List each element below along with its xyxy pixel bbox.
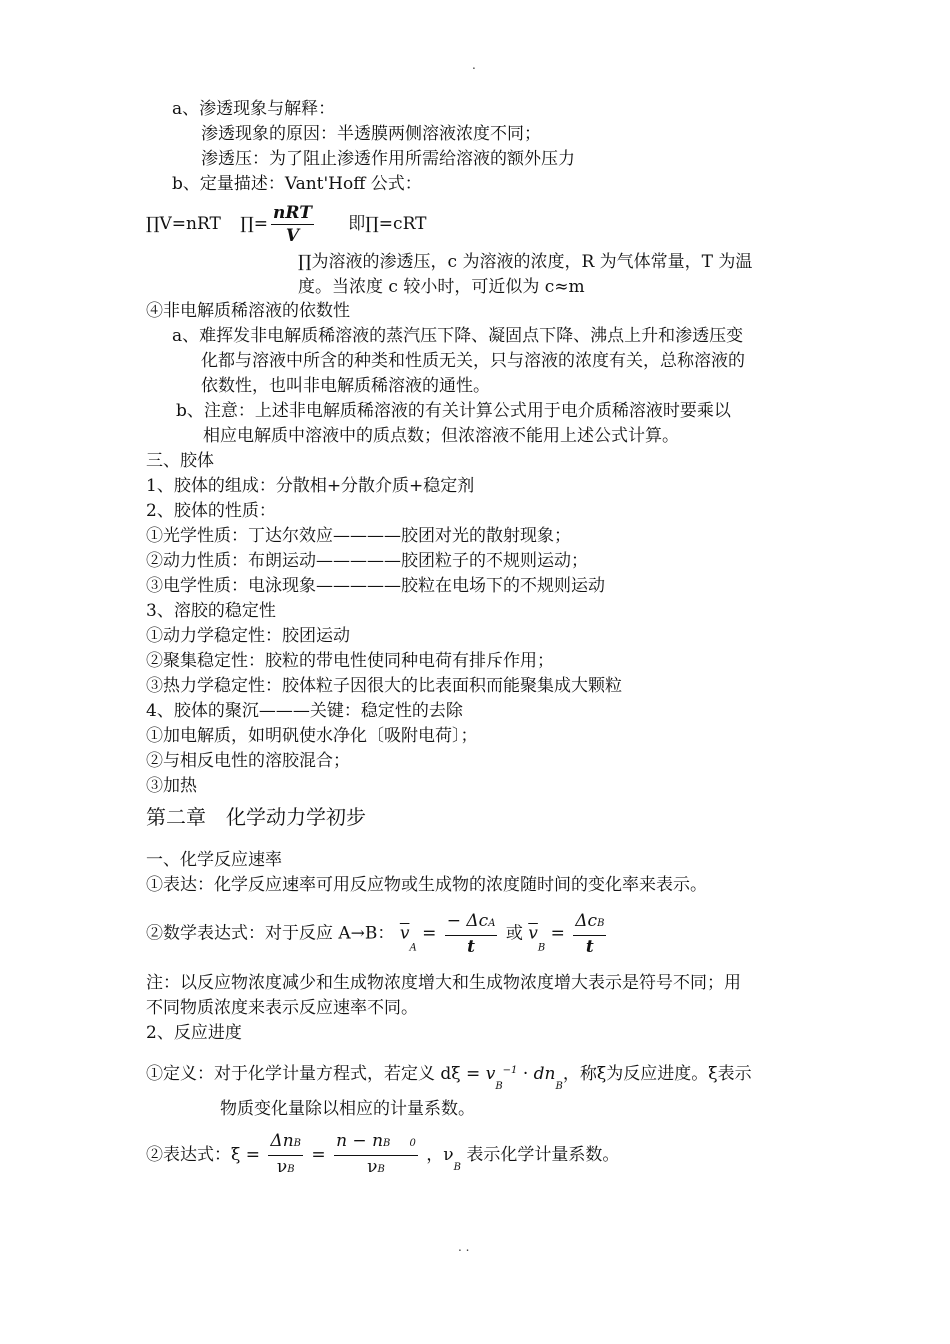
fraction <box>573 910 606 958</box>
formula-part: ∏V=nRT <box>146 214 221 234</box>
text-line: a、渗透现象与解释： <box>172 99 336 119</box>
subscript: A <box>409 942 417 954</box>
formula-definition <box>146 1060 752 1098</box>
text-line: ③加热 <box>146 776 197 796</box>
fraction-denominator: νB <box>276 1157 295 1177</box>
text-line: 化都与溶液中所含的种类和性质无关，只与溶液的浓度有关，总称溶液的 <box>201 351 745 371</box>
footer-mark: . . <box>458 1240 470 1254</box>
text-line: a、难挥发非电解质稀溶液的蒸汽压下降、凝固点下降、沸点上升和渗透压变 <box>172 326 744 346</box>
subscript: B <box>555 1081 563 1092</box>
text-line: ∏为溶液的渗透压，c 为溶液的浓度，R 为气体常量，T 为温 <box>298 252 753 272</box>
nu-symbol: v <box>485 1064 496 1084</box>
fraction-denominator: t <box>585 937 594 957</box>
formula-label: ②数学表达式：对于反应 A→B： <box>146 923 395 944</box>
formula-part: 即∏=cRT <box>348 214 427 234</box>
text-line: ①表达：化学反应速率可用反应物或生成物的浓度随时间的变化率来表示。 <box>146 875 707 895</box>
formula-part: ∏= <box>240 214 269 234</box>
text-line: 相应电解质中溶液中的质点数；但浓溶液不能用上述公式计算。 <box>203 426 679 446</box>
text-line: b、定量描述：Vant'Hoff 公式： <box>172 174 422 194</box>
equals-sign: = <box>422 923 437 944</box>
rate-symbol: $\overline{v}$ <box>528 923 538 944</box>
equals-sign: = <box>550 923 565 944</box>
subscript: B <box>495 1081 503 1092</box>
text-line: ④非电解质稀溶液的依数性 <box>146 301 350 321</box>
nu-symbol: ，ν <box>426 1145 454 1165</box>
rate-symbol: $\overline{v}$ <box>399 923 410 944</box>
fraction-denominator: V <box>285 226 300 246</box>
text-line: ③电学性质：电泳现象—————胶粒在电场下的不规则运动 <box>146 576 605 596</box>
formula-rate <box>146 910 609 972</box>
fraction-numerator: nRT <box>273 203 312 223</box>
section-heading: 2、反应进度 <box>146 1023 242 1043</box>
text-line: 渗透现象的原因：半透膜两侧溶液浓度不同； <box>201 124 541 144</box>
text-line: 注：以反应物浓度减少和生成物浓度增大和生成物浓度增大表示是符号不同；用 <box>146 973 741 993</box>
superscript: −1 <box>502 1065 518 1076</box>
text-line: ②聚集稳定性：胶粒的带电性使同种电荷有排斥作用； <box>146 651 554 671</box>
text-line: b、注意：上述非电解质稀溶液的有关计算公式用于电介质稀溶液时要乘以 <box>176 401 731 421</box>
formula-progress <box>146 1130 619 1193</box>
fraction <box>334 1130 418 1181</box>
fraction-numerator: − ΔcA <box>445 910 498 936</box>
text-line: 度。当浓度 c 较小时，可近似为 c≈m <box>298 277 585 297</box>
text-line: 2、胶体的性质： <box>146 501 276 521</box>
text-line: ①光学性质：丁达尔效应————胶团对光的散射现象； <box>146 526 571 546</box>
text-line: 4、胶体的聚沉———关键：稳定性的去除 <box>146 701 463 721</box>
text-line: 3、溶胶的稳定性 <box>146 601 276 621</box>
fraction <box>271 202 314 247</box>
chapter-title: 第二章 化学动力学初步 <box>146 805 366 829</box>
fraction-numerator: ΔnB <box>268 1130 303 1156</box>
dot-operator: · <box>517 1064 534 1084</box>
fraction <box>268 1130 303 1181</box>
text-line: ②动力性质：布朗运动—————胶团粒子的不规则运动； <box>146 551 588 571</box>
formula-tail: ，称ξ为反应进度。ξ表示 <box>562 1064 752 1084</box>
dn-symbol: dn <box>533 1064 556 1084</box>
subscript: B <box>453 1162 461 1173</box>
formula-vant-hoff <box>146 202 426 247</box>
section-heading: 一、化学反应速率 <box>146 850 282 870</box>
fraction <box>445 910 498 958</box>
fraction-numerator: n − nB 0 <box>334 1130 418 1156</box>
text-line: ①动力学稳定性：胶团运动 <box>146 626 350 646</box>
section-heading: 三、胶体 <box>146 451 214 471</box>
header-mark: . <box>472 58 476 72</box>
fraction-numerator: ΔcB <box>573 910 606 936</box>
formula-tail: 表示化学计量系数。 <box>460 1145 620 1165</box>
text-line: 物质变化量除以相应的计量系数。 <box>220 1099 475 1119</box>
text-line: ②与相反电性的溶胶混合； <box>146 751 350 771</box>
fraction-denominator: νB <box>367 1157 385 1177</box>
text-line: 不同物质浓度来表示反应速率不同。 <box>146 998 418 1018</box>
fraction-denominator: t <box>467 937 475 957</box>
or-text: 或 <box>505 923 523 944</box>
text-line: ③热力学稳定性：胶体粒子因很大的比表面积而能聚集成大颗粒 <box>146 676 622 696</box>
text-line: 依数性，也叫非电解质稀溶液的通性。 <box>201 376 490 396</box>
text-line: ①加电解质，如明矾使水净化〔吸附电荷〕； <box>146 726 478 746</box>
formula-label: ②表达式：ξ = <box>146 1145 266 1165</box>
text-line: 渗透压：为了阻止渗透作用所需给溶液的额外压力 <box>201 149 575 169</box>
text-line: 1、胶体的组成：分散相+分散介质+稳定剂 <box>146 476 475 496</box>
subscript: B <box>537 942 546 954</box>
equals-sign: = <box>311 1145 326 1165</box>
formula-label: ①定义：对于化学计量方程式，若定义 dξ = <box>146 1064 486 1084</box>
